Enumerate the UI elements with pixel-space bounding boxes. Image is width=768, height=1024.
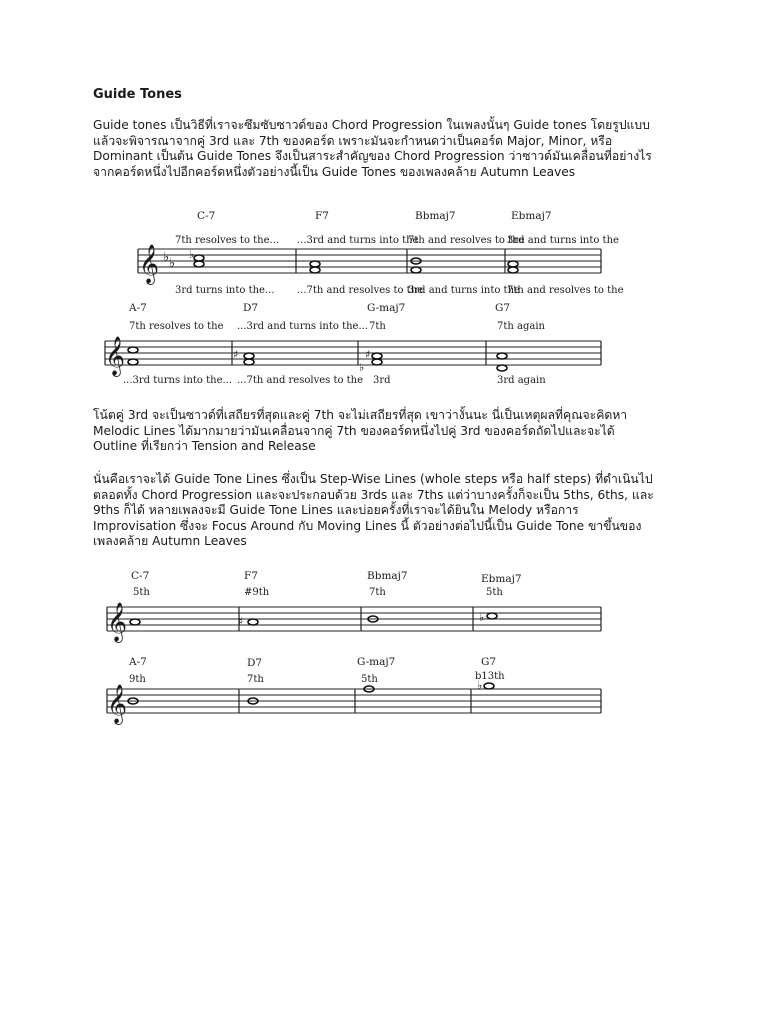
tone-label: 9th — [129, 674, 146, 685]
note-head — [194, 261, 204, 267]
chord-symbol: Ebmaj7 — [481, 573, 522, 585]
annotation-below: 3rd again — [497, 375, 546, 386]
chord-symbol: C-7 — [131, 570, 150, 582]
sharp-sign-icon: ♯ — [233, 348, 239, 361]
annotation-above: 3rd and turns into the — [507, 235, 619, 246]
annotation-above: 7th resolves to the — [129, 321, 224, 332]
chord-symbol: Ebmaj7 — [511, 210, 552, 222]
note-head — [487, 613, 497, 619]
note-head — [411, 267, 421, 273]
text-line: ตลอดทั้ง Chord Progression และจะประกอบด้วย 3rds และ 7ths แต่ว่าบางครั้งก็จะเป็น 5ths, 6ths, และ — [93, 487, 654, 502]
flat-sign-icon: ♭ — [189, 248, 195, 261]
annotation-below: 3rd — [373, 375, 391, 386]
text-line: จากคอร์ดหนึ่งไปอีกคอร์ดหนึ่งตัวอย่างนี้เป็น Guide Tones ของเพลงคล้าย Autumn Leaves — [93, 164, 576, 179]
note-head — [508, 267, 518, 273]
chord-symbol: G-maj7 — [367, 302, 406, 314]
note-head — [484, 683, 494, 689]
staff-row2 — [107, 689, 601, 713]
treble-clef-icon: 𝄞 — [107, 684, 128, 724]
annotation-below: ...7th and resolves to the — [237, 375, 364, 386]
sharp-sign-icon: ♯ — [238, 615, 244, 628]
text-line: 9ths ก็ได้ หลายเพลงจะมี Guide Tone Lines และบ่อยครั้งที่เราจะได้ยินใน Melody หรือการ — [93, 503, 579, 517]
text-line: Improvisation ซึ่งจะ Focus Around กับ Moving Lines นี้ ตัวอย่างต่อไปนี้เป็น Guide Tone ขาขึ้นของ — [93, 518, 642, 533]
tone-label: 7th — [247, 674, 264, 685]
chord-symbol: D7 — [243, 302, 259, 314]
text-line: เพลงคล้าย Autumn Leaves — [93, 534, 247, 548]
chord-symbol: F7 — [315, 210, 329, 222]
treble-clef-icon: 𝄞 — [105, 336, 126, 376]
guide-tones-score-image — [93, 197, 624, 393]
note-head — [372, 359, 382, 365]
chord-symbol: G-maj7 — [357, 656, 396, 668]
annotation-below: ...7th and resolves to the — [297, 285, 424, 296]
annotation-above: ...3rd and turns into the — [297, 235, 419, 246]
chord-symbol: G7 — [481, 656, 497, 668]
paragraph-intro — [93, 118, 673, 180]
treble-clef-icon: 𝄞 — [107, 602, 128, 642]
chord-symbol: A-7 — [129, 302, 147, 314]
text-line: Melodic Lines ได้มากมายว่ามันเคลื่อนจากคู่ 7th ของคอร์ดหนึ่งไปคู่ 3rd ของคอร์ดถัดไปและจะได้ — [93, 423, 615, 438]
chord-symbol: C-7 — [197, 210, 216, 222]
flat-sign-icon: ♭ — [479, 611, 485, 624]
tone-label: b13th — [475, 671, 505, 682]
note-head — [310, 267, 320, 273]
chord-symbol: Bbmaj7 — [415, 210, 456, 222]
sharp-sign-icon: ♯ — [365, 348, 371, 361]
flat-sign-icon: ♭ — [477, 679, 483, 692]
note-head — [497, 365, 507, 371]
text-line: Dominant เป็นต้น Guide Tones จึงเป็นสาระสำคัญของ Chord Progression ว่าซาวด์มันเคลื่อนที่อย่างไร — [93, 149, 652, 163]
text-line: Outline ที่เรียกว่า Tension and Release — [93, 439, 316, 453]
note-head — [128, 359, 138, 365]
chord-symbol: F7 — [244, 570, 258, 582]
note-head — [508, 261, 518, 267]
annotation-above: ...3rd and turns into the... — [237, 321, 369, 332]
annotation-below: 3rd and turns into the — [408, 285, 520, 296]
text-line: แล้วจะพิจารณาจากคู่ 3rd และ 7th ของคอร์ด เพราะมันจะกำหนดว่าเป็นคอร์ด Major, Minor, หรือ — [93, 133, 613, 148]
note-head — [244, 359, 254, 365]
text-line: Guide tones เป็นวิธีที่เราจะซึมซับซาวด์ของ Chord Progression ในเพลงนั้นๆ Guide tones โดยรูปแบบ — [93, 118, 650, 132]
text-line: นั่นคือเราจะได้ Guide Tone Lines ซึ่งเป็น Step-Wise Lines (whole steps หรือ half steps) ที่ดำเนินไป — [93, 472, 653, 486]
annotation-above: 7th again — [497, 321, 545, 332]
paragraph-stability — [93, 408, 673, 455]
annotation-below: ...3rd turns into the... — [123, 375, 233, 386]
tone-label: #9th — [244, 587, 270, 598]
flat-sign-icon: ♭ — [169, 256, 176, 271]
note-head — [128, 347, 138, 353]
tone-label: 5th — [133, 587, 150, 598]
chord-symbol: Bbmaj7 — [367, 570, 408, 582]
note-head — [244, 353, 254, 359]
treble-clef-icon: 𝄞 — [139, 244, 160, 284]
annotation-below: 7th and resolves to the — [507, 285, 624, 296]
flat-sign-icon: ♭ — [163, 250, 170, 265]
guide-tone-line-score — [93, 565, 605, 733]
staff-row1 — [138, 249, 601, 273]
note-head — [372, 353, 382, 359]
annotation-below: 3rd turns into the... — [175, 285, 275, 296]
note-head — [310, 261, 320, 267]
tone-label: 5th — [486, 587, 503, 598]
staff-row2 — [105, 341, 601, 365]
page-title: Guide Tones — [93, 87, 182, 102]
chord-symbol: D7 — [247, 657, 263, 669]
note-head — [194, 255, 204, 261]
staff-row1 — [107, 607, 601, 631]
note-head — [497, 353, 507, 359]
annotation-above: 7th and resolves to the — [408, 235, 525, 246]
chord-symbol: A-7 — [129, 656, 147, 668]
tone-label: 7th — [369, 587, 386, 598]
paragraph-guide-tone-lines — [93, 472, 673, 550]
guide-tone-line-score-image — [93, 565, 605, 733]
flat-sign-icon: ♭ — [359, 361, 365, 374]
chord-symbol: G7 — [495, 302, 511, 314]
note-head — [248, 619, 258, 625]
guide-tones-score — [93, 197, 624, 393]
tone-label: 5th — [361, 674, 378, 685]
note-head — [130, 619, 140, 625]
text-line: โน้ตคู่ 3rd จะเป็นซาวด์ที่เสถียรที่สุดและคู่ 7th จะไม่เสถียรที่สุด เขาว่างั้นนะ นี่เป็นเหตุผลที่คุณจะคิดหา — [93, 408, 628, 422]
annotation-above: 7th resolves to the... — [175, 235, 280, 246]
annotation-above: 7th — [369, 321, 386, 332]
